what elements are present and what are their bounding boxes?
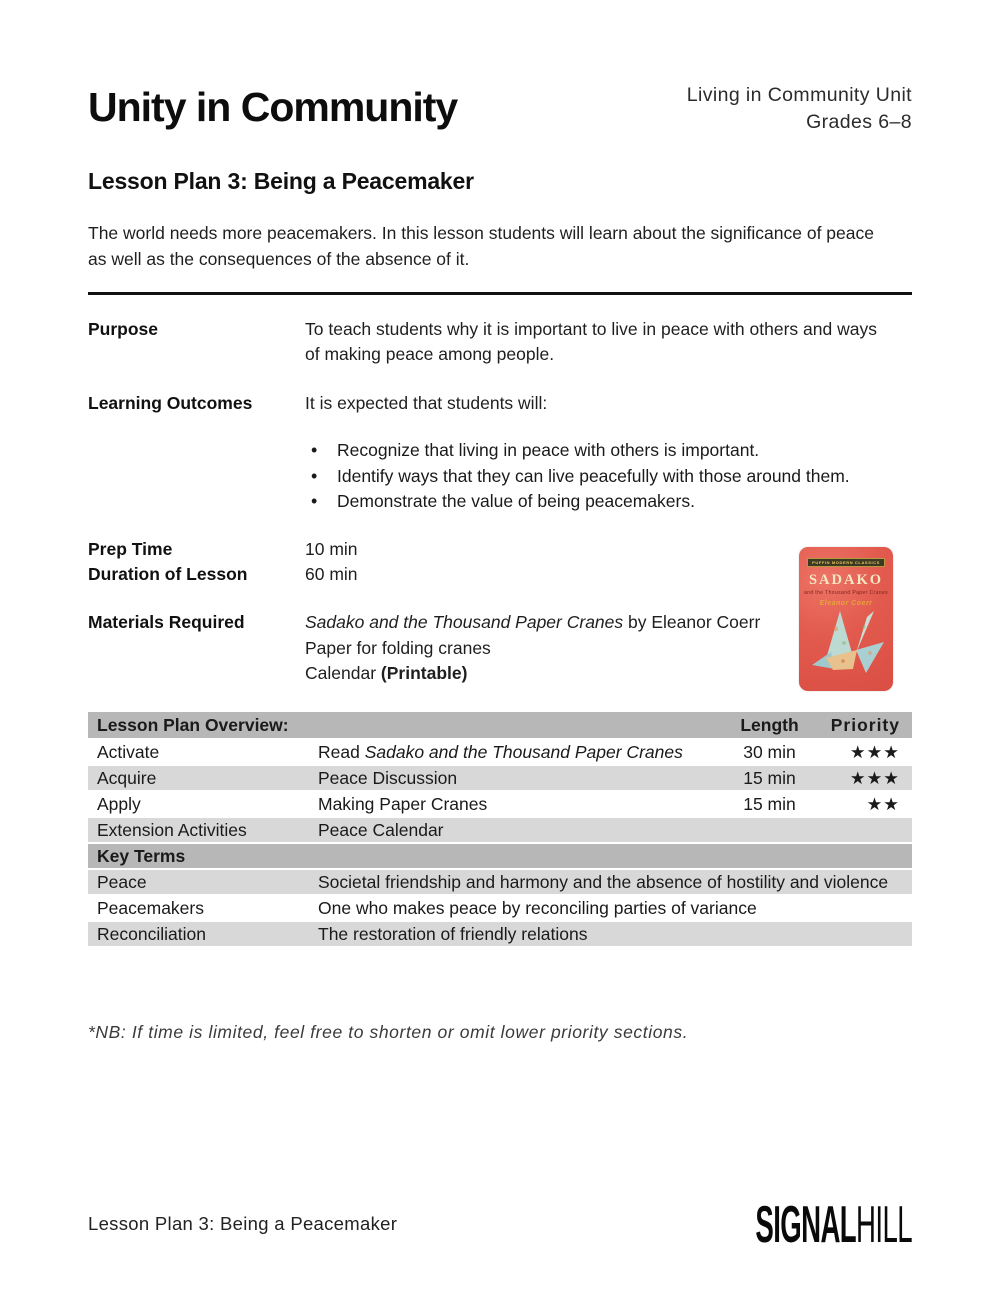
row-name: Acquire bbox=[97, 768, 157, 788]
printable-tag: (Printable) bbox=[380, 663, 468, 683]
outcome-text: Identify ways that they can live peacefully with those around them. bbox=[337, 465, 850, 486]
learning-outcomes-list-row bbox=[88, 438, 912, 515]
document-title: Unity in Community bbox=[88, 84, 458, 130]
row-name: Apply bbox=[97, 794, 141, 814]
learning-outcomes-intro: It is expected that students will: bbox=[305, 393, 548, 413]
row-name: Activate bbox=[97, 742, 160, 762]
row-length: 30 min bbox=[743, 742, 796, 762]
table-section-key-terms bbox=[88, 844, 912, 870]
purpose-text: To teach students why it is important to live in peace with others and ways of making peace among people. bbox=[305, 319, 877, 364]
learning-outcomes-label: Learning Outcomes bbox=[88, 393, 253, 413]
row-description bbox=[318, 742, 722, 762]
table-header-row bbox=[88, 712, 912, 740]
book-cover-image bbox=[799, 547, 893, 691]
page-header bbox=[88, 82, 912, 136]
purpose-label: Purpose bbox=[88, 319, 159, 339]
row-length: 15 min bbox=[743, 768, 796, 788]
table-row-peace bbox=[88, 870, 912, 896]
outcome-text: Recognize that living in peace with others is important. bbox=[337, 440, 760, 460]
material-item-paper: Paper for folding cranes bbox=[305, 637, 491, 658]
row-description: Peace Calendar bbox=[318, 820, 444, 840]
table-row-extension-activities bbox=[88, 818, 912, 844]
unit-name: Living in Community Unit bbox=[686, 84, 912, 106]
footer-lesson-title: Lesson Plan 3: Being a Peacemaker bbox=[88, 1213, 398, 1234]
learning-outcomes-list bbox=[305, 438, 912, 515]
table-row-activate bbox=[88, 740, 912, 766]
materials-row bbox=[88, 610, 912, 687]
row-priority-stars: ★★★ bbox=[849, 742, 900, 762]
duration-label: Duration of Lesson bbox=[88, 564, 248, 584]
book-cover-subtitle: and the Thousand Paper Cranes bbox=[803, 590, 889, 596]
row-name: Peacemakers bbox=[97, 898, 204, 918]
lesson-title: Lesson Plan 3: Being a Peacemaker bbox=[88, 168, 474, 194]
list-item bbox=[305, 489, 912, 515]
book-title-italic: Sadako and the Thousand Paper Cranes bbox=[305, 612, 624, 632]
book-author-text: by Eleanor Coerr bbox=[623, 612, 761, 632]
table-row-peacemakers bbox=[88, 896, 912, 922]
row-description-book-title: Sadako and the Thousand Paper Cranes bbox=[364, 742, 683, 762]
duration-row bbox=[88, 562, 912, 587]
table-row-acquire bbox=[88, 766, 912, 792]
row-description: One who makes peace by reconciling parties of variance bbox=[318, 898, 757, 918]
table-row-apply bbox=[88, 792, 912, 818]
priority-note: *NB: If time is limited, feel free to shorten or omit lower priority sections. bbox=[88, 1022, 689, 1042]
row-description: The restoration of friendly relations bbox=[318, 924, 588, 944]
row-name: Reconciliation bbox=[97, 924, 206, 944]
logo-signal-text: SIGNAL bbox=[755, 1195, 857, 1254]
lesson-intro: The world needs more peacemakers. In this lesson students will learn about the significance of peace as well as the consequences of the absence of it. bbox=[88, 223, 874, 269]
row-description: Peace Discussion bbox=[318, 768, 458, 788]
row-name: Extension Activities bbox=[97, 820, 247, 840]
spacer-cell bbox=[88, 438, 305, 515]
row-name: Peace bbox=[97, 872, 147, 892]
grade-range: Grades 6–8 bbox=[806, 111, 912, 133]
table-header-overview: Lesson Plan Overview: bbox=[97, 715, 289, 735]
page-footer bbox=[88, 1195, 912, 1254]
book-cover-author: Eleanor Coerr bbox=[819, 600, 873, 607]
bullet-icon bbox=[305, 464, 337, 490]
materials-label: Materials Required bbox=[88, 612, 245, 632]
header-unit-info bbox=[687, 82, 912, 136]
row-length: 15 min bbox=[743, 794, 796, 814]
book-cover-banner: PUFFIN MODERN CLASSICS bbox=[807, 558, 885, 567]
row-description-text: Read bbox=[318, 742, 365, 762]
table-header-priority: Priority bbox=[830, 715, 900, 735]
learning-outcomes-row bbox=[88, 391, 912, 416]
outcome-text: Demonstrate the value of being peacemakers. bbox=[337, 491, 695, 511]
prep-time-label: Prep Time bbox=[88, 539, 173, 559]
table-header-length: Length bbox=[740, 715, 799, 735]
book-cover-title: SADAKO bbox=[808, 572, 884, 588]
prep-time-row bbox=[88, 537, 912, 562]
logo-hill-text: HILL bbox=[856, 1195, 912, 1254]
row-description: Making Paper Cranes bbox=[318, 794, 488, 814]
signal-hill-logo bbox=[755, 1195, 912, 1254]
prep-time-value: 10 min bbox=[305, 539, 358, 559]
calendar-text: Calendar bbox=[305, 663, 381, 683]
section-title: Key Terms bbox=[97, 846, 186, 866]
list-item bbox=[305, 464, 912, 490]
duration-value: 60 min bbox=[305, 564, 358, 584]
origami-crane-icon bbox=[806, 609, 886, 675]
purpose-row bbox=[88, 317, 912, 367]
row-priority-stars: ★★ bbox=[866, 794, 900, 814]
list-item bbox=[305, 438, 912, 464]
row-description: Societal friendship and harmony and the absence of hostility and violence bbox=[318, 872, 889, 892]
bullet-icon bbox=[305, 438, 337, 464]
horizontal-divider bbox=[88, 292, 912, 295]
lesson-overview-table bbox=[88, 712, 912, 948]
table-row-reconciliation bbox=[88, 922, 912, 948]
row-priority-stars: ★★★ bbox=[849, 768, 900, 788]
bullet-icon bbox=[305, 489, 337, 515]
